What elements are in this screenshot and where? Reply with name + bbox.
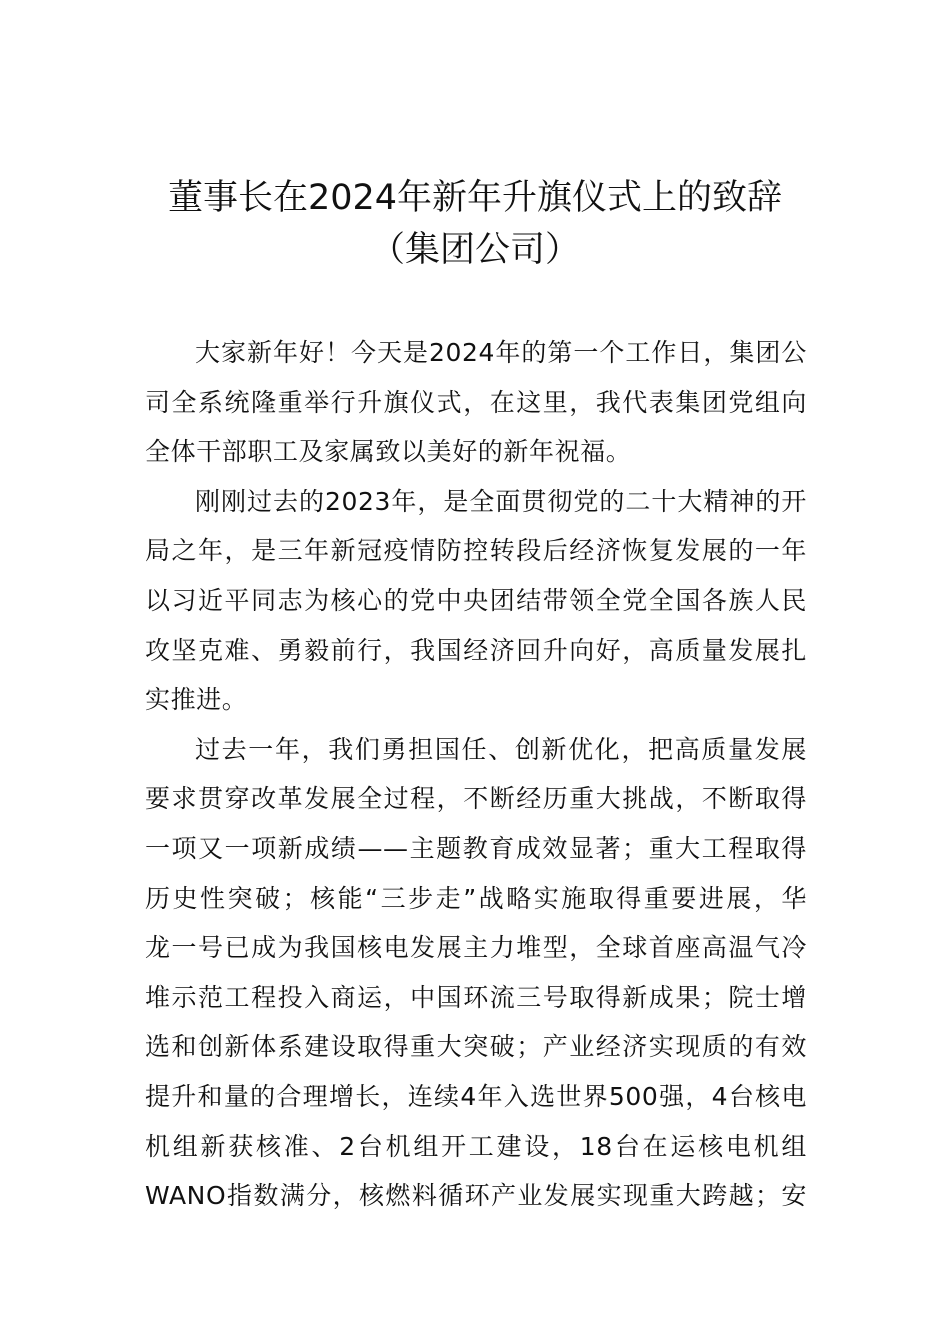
text-line: 堆示范工程投入商运，中国环流三号取得新成果；院士增	[145, 982, 807, 1012]
text-line: 选和创新体系建设取得重大突破；产业经济实现质的有效	[145, 1032, 807, 1062]
text-line: 大家新年好！今天是2024年的第一个工作日，集团公	[195, 338, 807, 367]
text-line: 全体干部职工及家属致以美好的新年祝福。	[145, 437, 632, 467]
paragraph-1	[145, 328, 807, 477]
document-title	[0, 172, 950, 276]
text-line: 要求贯穿改革发展全过程，不断经历重大挑战，不断取得	[145, 784, 807, 814]
text-line: 局之年，是三年新冠疫情防控转段后经济恢复发展的一年	[145, 536, 807, 566]
text-line: 实推进。	[145, 685, 248, 715]
text-line: 提升和量的合理增长，连续4年入选世界500强，4台核电	[145, 1081, 807, 1111]
text-line: 司全系统隆重举行升旗仪式，在这里，我代表集团党组向	[145, 387, 807, 417]
text-line: 以习近平同志为核心的党中央团结带领全党全国各族人民	[145, 585, 807, 615]
text-line: 机组新获核准、2台机组开工建设，18台在运核电机组	[145, 1131, 807, 1161]
title-line-1: 董事长在2024年新年升旗仪式上的致辞	[167, 178, 783, 218]
text-line: 攻坚克难、勇毅前行，我国经济回升向好，高质量发展扎	[145, 635, 807, 665]
title-line-2: （集团公司）	[369, 230, 580, 270]
document-body	[145, 328, 807, 1221]
text-line: 过去一年，我们勇担国任、创新优化，把高质量发展	[195, 734, 807, 764]
text-line: 龙一号已成为我国核电发展主力堆型，全球首座高温气冷	[145, 933, 807, 963]
text-line: 一项又一项新成绩——主题教育成效显著；重大工程取得	[145, 833, 807, 863]
text-line: WANO指数满分，核燃料循环产业发展实现重大跨越；安	[145, 1181, 807, 1211]
paragraph-3	[145, 725, 807, 1221]
text-line: 历史性突破；核能“三步走”战略实施取得重要进展，华	[145, 883, 807, 913]
paragraph-2	[145, 477, 807, 725]
text-line: 刚刚过去的2023年，是全面贯彻党的二十大精神的开	[195, 486, 807, 516]
